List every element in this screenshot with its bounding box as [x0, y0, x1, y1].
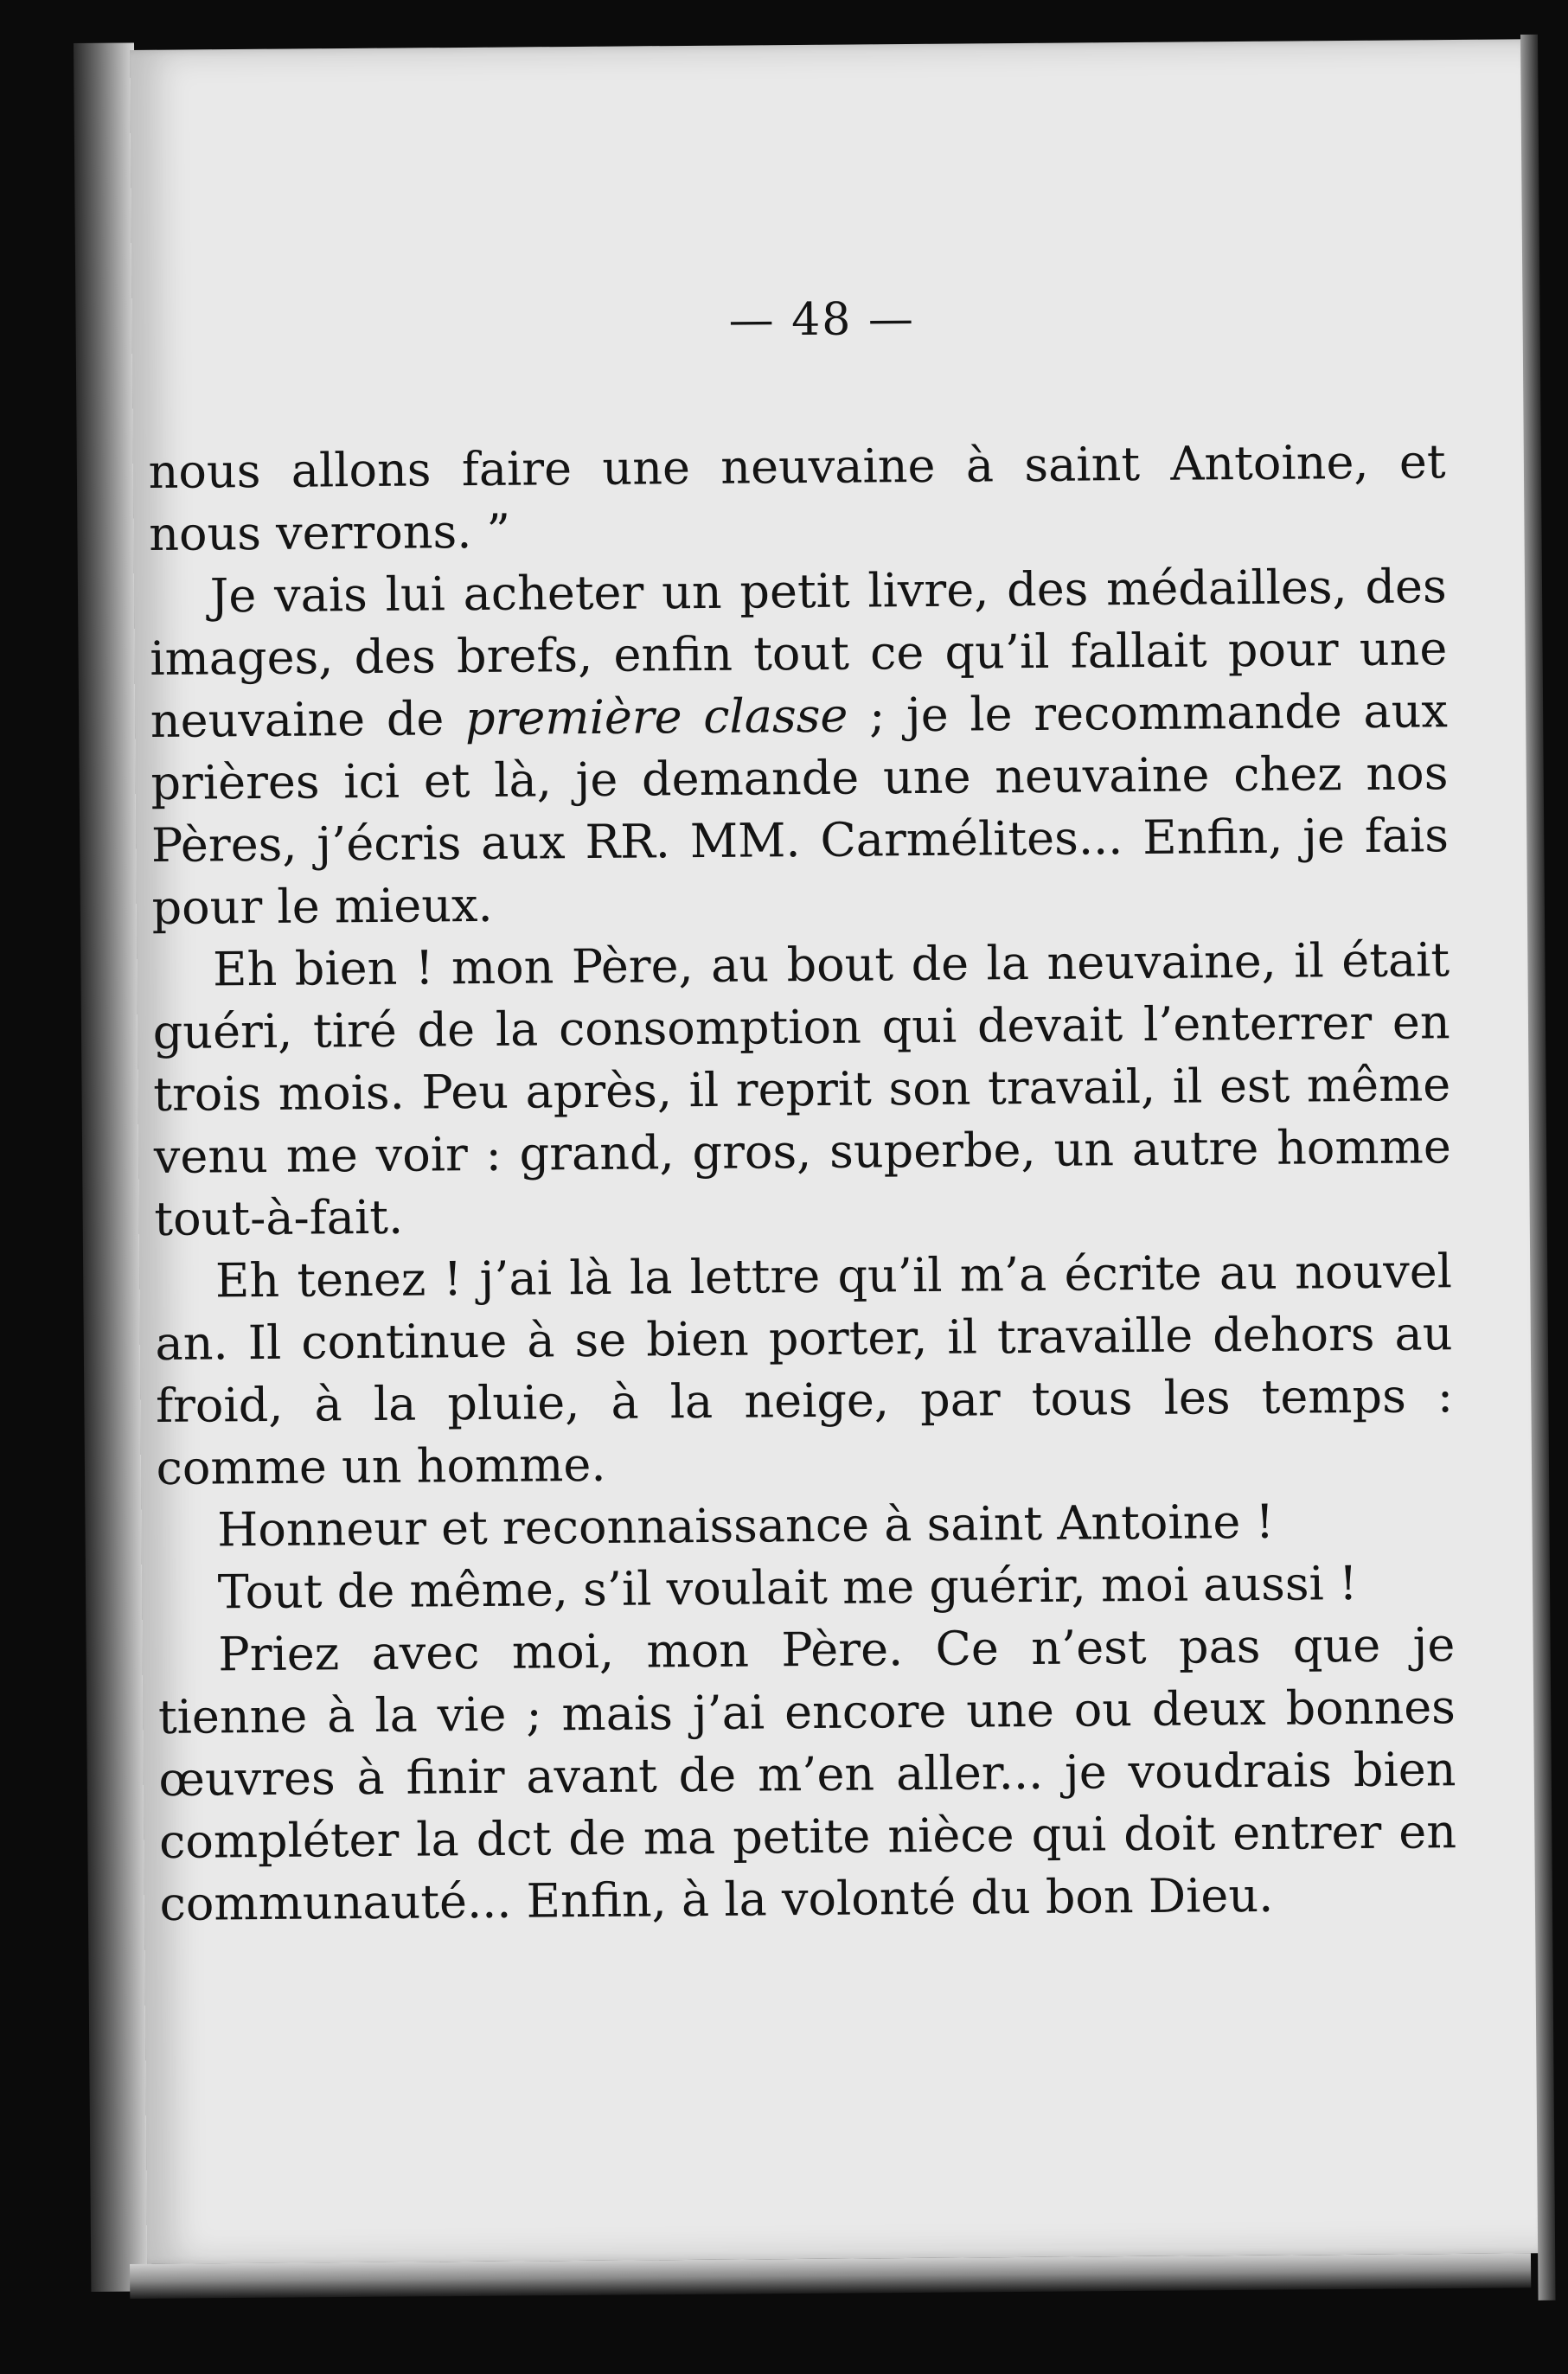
paragraph-4: Eh tenez ! j’ai là la lettre qu’il m’a écrite au nouvel an. Il continue à se bien porter, il travaille dehors au froid, à la pluie, à la neige, par tous les temps : comme un homme. — [155, 1244, 1454, 1495]
paragraph-2-text-after: ; je le recommande aux prières ici et là, je demande une neuvaine chez nos Pères, j’écris aux RR. MM. Carmélites... Enfin, je fais pour le mieux. — [150, 683, 1450, 935]
paragraph-5: Honneur et reconnaissance à saint Antoine ! — [216, 1494, 1275, 1558]
paragraph-7: Priez avec moi, mon Père. Ce n’est pas que je tienne à la vie ; mais j’ai encore une ou deux bonnes œuvres à finir avant de m’en aller... je voudrais bien compléter la dct de ma petite nièce qui doit entrer en communauté... Enfin, à la volonté du bon Dieu. — [157, 1617, 1457, 1931]
paragraph-2-italic-phrase: première classe — [464, 688, 848, 746]
paragraph-2-text-before: Je vais lui acheter un petit livre, des médailles, des images, des brefs, enfin tout ce qu’il fallait pour une neuvaine de — [150, 559, 1448, 748]
paragraph-2 — [149, 555, 1449, 939]
page-number: — 48 — — [728, 293, 916, 347]
paragraph-1: nous allons faire une neuvaine à saint Antoine, et nous verrons. ” — [148, 434, 1446, 561]
page-text-block — [147, 284, 1457, 1936]
paragraph-3: Eh bien ! mon Père, au bout de la neuvaine, il était guéri, tiré de la consomption qui devait l’enterrer en trois mois. Peu après, il reprit son travail, il est même venu me voir : grand, gros, superbe, un autre homme tout-à-fait. — [152, 932, 1452, 1246]
paragraph-6: Tout de même, s’il voulait me guérir, moi aussi ! — [217, 1556, 1358, 1620]
